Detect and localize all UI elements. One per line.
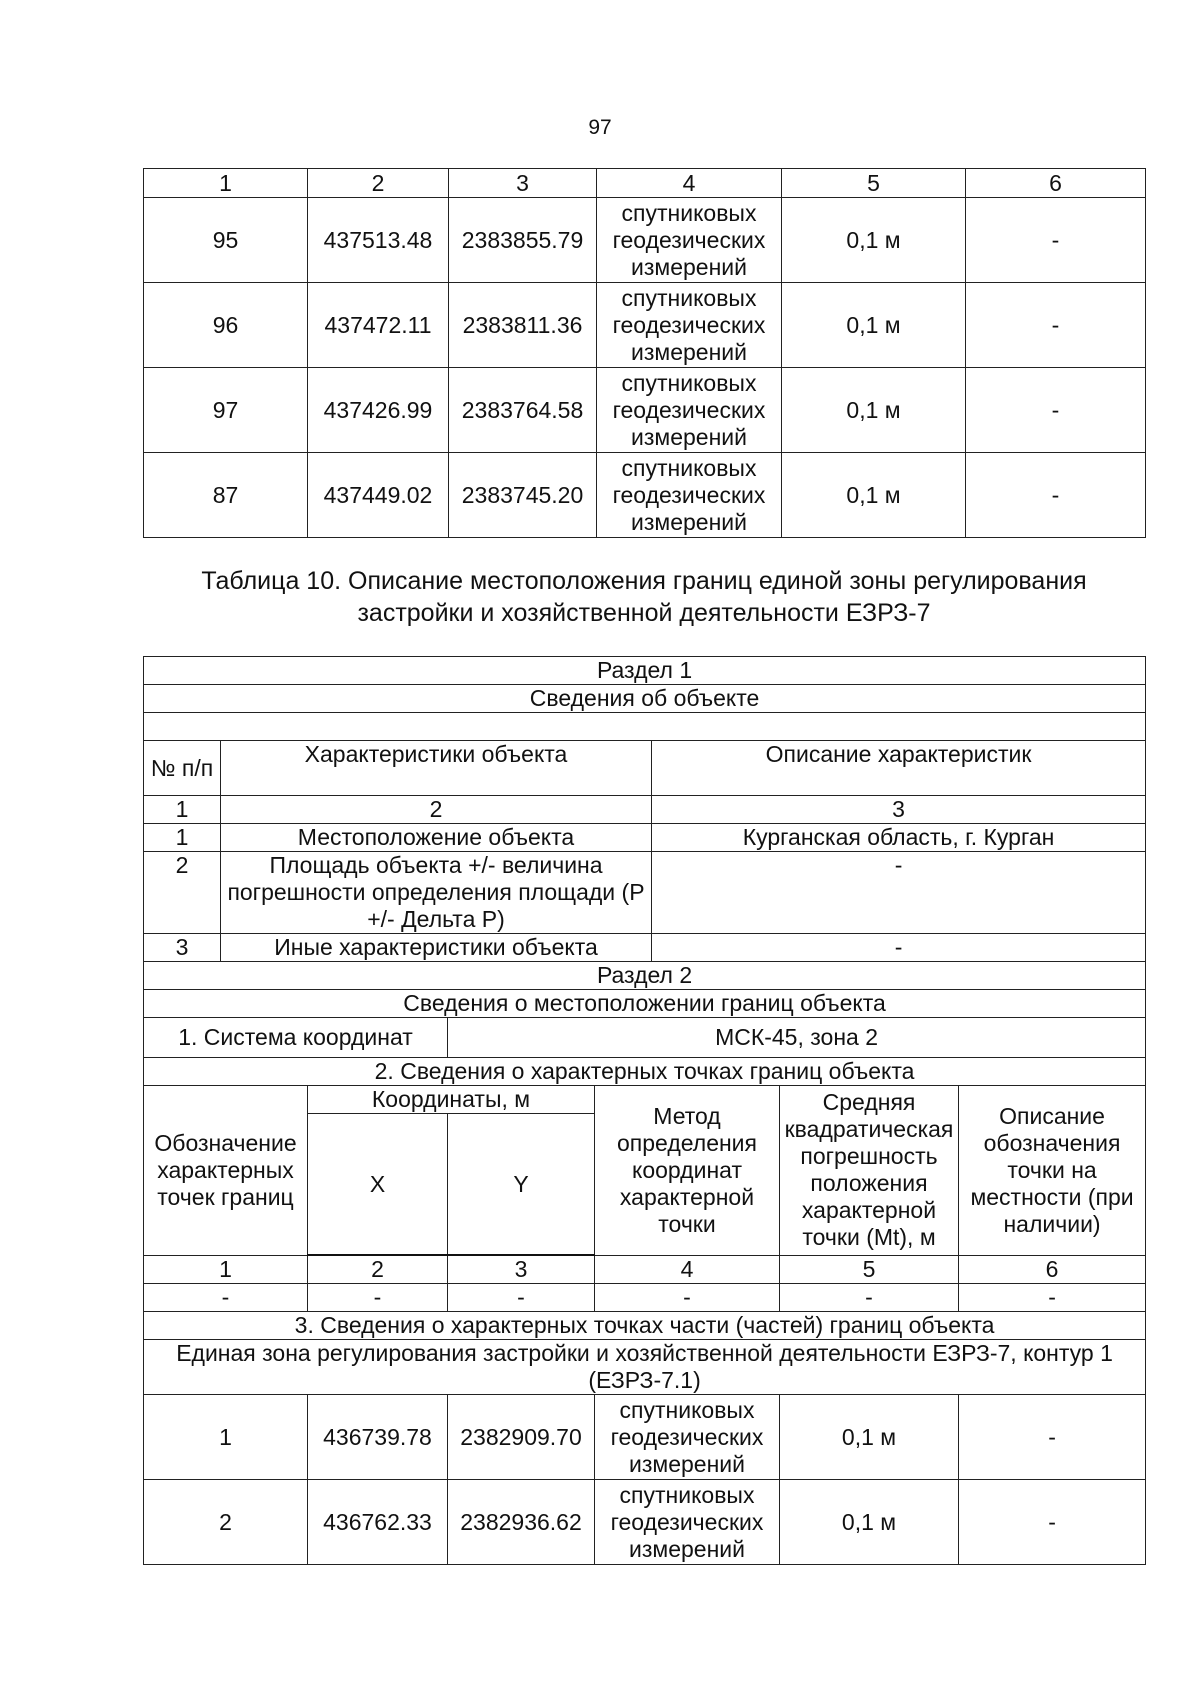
- coord-x: 436762.33: [308, 1480, 448, 1565]
- method: спутниковых геодезических измерений: [597, 283, 782, 368]
- section-2-title-row: [144, 990, 1146, 1018]
- char-name: Местоположение объекта: [221, 824, 652, 852]
- h-x: X: [308, 1114, 448, 1256]
- char-number: 2: [144, 852, 221, 934]
- page-number: 97: [588, 116, 612, 139]
- section-1-title-row: [144, 685, 1146, 713]
- header-cell: 3: [449, 169, 597, 198]
- parts-title: 3. Сведения о характерных точках части (частей) границ объекта: [144, 1312, 1146, 1340]
- coord-y: 2383855.79: [449, 198, 597, 283]
- coord-y: 2383811.36: [449, 283, 597, 368]
- char-value: -: [652, 852, 1146, 934]
- error: 0,1 м: [782, 283, 966, 368]
- point-number: 97: [144, 368, 308, 453]
- char-value: Курганская область, г. Курган: [652, 824, 1146, 852]
- error: 0,1 м: [780, 1480, 959, 1565]
- section-1-title: Сведения об объекте: [144, 685, 1146, 713]
- section-2-label: Раздел 2: [144, 962, 1146, 990]
- header-cell: 4: [597, 169, 782, 198]
- point-number: 2: [144, 1480, 308, 1565]
- section-2-title: Сведения о местоположении границ объекта: [144, 990, 1146, 1018]
- coord-y: 2382936.62: [448, 1480, 595, 1565]
- description: -: [966, 453, 1146, 538]
- description: -: [959, 1395, 1146, 1480]
- points-number-row: [144, 1255, 1146, 1284]
- char-name: Площадь объекта +/- величина погрешности определения площади (P +/- Дельта P): [221, 852, 652, 934]
- section-2-row: [144, 962, 1146, 990]
- h-point: Обозначение характерных точек границ: [144, 1086, 308, 1256]
- empty-row: [144, 713, 1146, 741]
- contour-title: Единая зона регулирования застройки и хозяйственной деятельности ЕЗРЗ-7, контур 1 (ЕЗРЗ-7.1): [144, 1340, 1146, 1395]
- char-number: 1: [144, 824, 221, 852]
- number-cell: 4: [595, 1255, 780, 1284]
- col-desc-header: Описание характеристик: [652, 741, 1146, 796]
- method: спутниковых геодезических измерений: [597, 453, 782, 538]
- table-row: [144, 1480, 1146, 1565]
- coord-x: 437426.99: [308, 368, 449, 453]
- error: 0,1 м: [782, 368, 966, 453]
- zone-description-table: [143, 656, 1146, 1565]
- characteristics-number-row: [144, 796, 1146, 824]
- table-row: [144, 453, 1146, 538]
- coord-y: 2383745.20: [449, 453, 597, 538]
- coord-x: 437472.11: [308, 283, 449, 368]
- dash-cell: -: [959, 1284, 1146, 1312]
- col-char-header: Характеристики объекта: [221, 741, 652, 796]
- h-method: Метод определения координат характерной точки: [595, 1086, 780, 1256]
- dash-cell: -: [780, 1284, 959, 1312]
- number-cell: 2: [308, 1255, 448, 1284]
- h-coords: Координаты, м: [308, 1086, 595, 1114]
- caption-line-1: Таблица 10. Описание местоположения границ единой зоны регулирования: [201, 567, 1087, 595]
- coord-system-label: 1. Система координат: [144, 1018, 448, 1058]
- table-row: [144, 1395, 1146, 1480]
- number-cell: 1: [144, 1255, 308, 1284]
- points-title: 2. Сведения о характерных точках границ объекта: [144, 1058, 1146, 1086]
- method: спутниковых геодезических измерений: [597, 368, 782, 453]
- section-1-row: [144, 657, 1146, 685]
- char-name: Иные характеристики объекта: [221, 934, 652, 962]
- coord-x: 437449.02: [308, 453, 449, 538]
- coord-x: 437513.48: [308, 198, 449, 283]
- col-no-header: № п/п: [144, 741, 221, 796]
- error: 0,1 м: [782, 453, 966, 538]
- number-cell: 6: [959, 1255, 1146, 1284]
- point-number: 96: [144, 283, 308, 368]
- dash-cell: -: [595, 1284, 780, 1312]
- coord-system-row: [144, 1018, 1146, 1058]
- point-number: 87: [144, 453, 308, 538]
- header-cell: 1: [144, 169, 308, 198]
- section-1-label: Раздел 1: [144, 657, 1146, 685]
- number-cell: 3: [448, 1255, 595, 1284]
- h-description: Описание обозначения точки на местности (при наличии): [959, 1086, 1146, 1256]
- char-number: 3: [144, 934, 221, 962]
- points-header-row: [144, 1086, 1146, 1114]
- point-number: 95: [144, 198, 308, 283]
- method: спутниковых геодезических измерений: [595, 1480, 780, 1565]
- point-number: 1: [144, 1395, 308, 1480]
- table-header-row: [144, 169, 1146, 198]
- number-cell: 2: [221, 796, 652, 824]
- coord-y: 2382909.70: [448, 1395, 595, 1480]
- caption-line-2: застройки и хозяйственной деятельности ЕЗРЗ-7: [357, 599, 931, 627]
- dash-cell: -: [144, 1284, 308, 1312]
- points-dash-row: [144, 1284, 1146, 1312]
- description: -: [966, 283, 1146, 368]
- table-row: [144, 368, 1146, 453]
- dash-cell: -: [448, 1284, 595, 1312]
- header-cell: 2: [308, 169, 449, 198]
- coordinates-table-continued: [143, 168, 1146, 538]
- table-caption: [143, 565, 1145, 629]
- empty-cell: [144, 713, 1146, 741]
- characteristic-row: [144, 934, 1146, 962]
- table-row: [144, 283, 1146, 368]
- points-title-row: [144, 1058, 1146, 1086]
- number-cell: 1: [144, 796, 221, 824]
- characteristic-row: [144, 824, 1146, 852]
- h-error: Средняя квадратическая погрешность положения характерной точки (Mt), м: [780, 1086, 959, 1256]
- method: спутниковых геодезических измерений: [595, 1395, 780, 1480]
- error: 0,1 м: [782, 198, 966, 283]
- description: -: [966, 368, 1146, 453]
- char-value: -: [652, 934, 1146, 962]
- coord-y: 2383764.58: [449, 368, 597, 453]
- contour-title-row: [144, 1340, 1146, 1395]
- dash-cell: -: [308, 1284, 448, 1312]
- method: спутниковых геодезических измерений: [597, 198, 782, 283]
- description: -: [959, 1480, 1146, 1565]
- header-cell: 6: [966, 169, 1146, 198]
- header-cell: 5: [782, 169, 966, 198]
- characteristic-row: [144, 852, 1146, 934]
- error: 0,1 м: [780, 1395, 959, 1480]
- coord-system-value: МСК-45, зона 2: [448, 1018, 1146, 1058]
- characteristics-header-row: [144, 741, 1146, 796]
- parts-title-row: [144, 1312, 1146, 1340]
- table-row: [144, 198, 1146, 283]
- number-cell: 5: [780, 1255, 959, 1284]
- coord-x: 436739.78: [308, 1395, 448, 1480]
- number-cell: 3: [652, 796, 1146, 824]
- description: -: [966, 198, 1146, 283]
- h-y: Y: [448, 1114, 595, 1256]
